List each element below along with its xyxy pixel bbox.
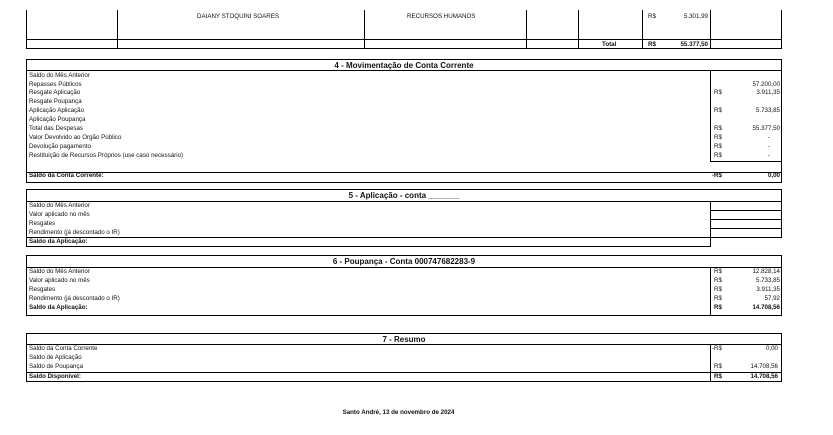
row-currency: R$ bbox=[714, 143, 722, 150]
row-value: 12.828,14 bbox=[752, 268, 780, 275]
row-value: 5.733,85 bbox=[755, 277, 780, 284]
place-date: Santo André, 13 de novembro de 2024 bbox=[342, 409, 455, 416]
row-value: - bbox=[767, 152, 770, 159]
row-value: - bbox=[767, 134, 770, 141]
row-value: 0,00 bbox=[765, 345, 778, 352]
row-currency: R$ bbox=[714, 277, 722, 284]
row-label: Repasses Públicos bbox=[29, 81, 82, 88]
row-currency: R$ bbox=[714, 363, 722, 370]
row-label: Total das Despesas bbox=[29, 125, 83, 132]
row-label: Saldo do Mês Anterior bbox=[29, 202, 90, 209]
row-label: Resgates bbox=[29, 286, 56, 293]
row-value: 3.911,35 bbox=[756, 286, 780, 293]
row-label: Saldo do Mês Anterior bbox=[29, 268, 90, 275]
row-label: Aplicação Poupança bbox=[29, 116, 86, 123]
employee-name: DAIANY STOQUINI SOARES bbox=[197, 13, 279, 20]
section-5-title: 5 - Aplicação - conta _______ bbox=[348, 191, 460, 200]
saldo-conta-label: Saldo da Conta Corrente: bbox=[29, 172, 104, 179]
row-label: Saldo de Aplicação bbox=[29, 354, 82, 361]
row-currency: R$ bbox=[714, 295, 722, 302]
row-label: Devolução pagamento bbox=[29, 143, 91, 150]
saldo-poupanca-value: 14.708,56 bbox=[752, 304, 780, 311]
saldo-disponivel-currency: R$ bbox=[714, 373, 722, 380]
row-value: 57.200,00 bbox=[752, 81, 780, 88]
row-label: Rendimento (já descontado o IR) bbox=[29, 229, 120, 236]
row-currency: R$ bbox=[714, 125, 722, 132]
saldo-disponivel-label: Saldo Disponível: bbox=[29, 373, 81, 380]
saldo-poupanca-currency: R$ bbox=[714, 304, 722, 311]
row-label: Restituição de Recursos Próprios (use caso necessário) bbox=[29, 152, 184, 159]
saldo-conta-value: 0,00 bbox=[767, 172, 780, 179]
row-value: 57,92 bbox=[764, 295, 780, 302]
saldo-poupanca-label: Saldo da Aplicação: bbox=[29, 304, 88, 311]
row-currency: R$ bbox=[648, 13, 656, 20]
row-label: Valor aplicado no mês bbox=[29, 211, 90, 218]
row-value: 5.733,85 bbox=[755, 107, 780, 114]
department: RECURSOS HUMANOS bbox=[407, 13, 476, 20]
row-label: Saldo de Poupança bbox=[29, 363, 84, 370]
saldo-aplicacao-label: Saldo da Aplicação: bbox=[29, 238, 88, 245]
row-label: Resgate Poupança bbox=[29, 98, 82, 105]
section-7-title: 7 - Resumo bbox=[382, 335, 426, 344]
row-currency: R$ bbox=[714, 152, 722, 159]
row-label: Resgates bbox=[29, 220, 56, 227]
total-label: Total bbox=[602, 41, 617, 48]
section-4-title: 4 - Movimentação de Conta Corrente bbox=[334, 61, 474, 70]
total-value: 55.377,50 bbox=[680, 41, 708, 48]
row-currency: R$ bbox=[714, 107, 722, 114]
saldo-conta-currency: -R$ bbox=[712, 172, 722, 179]
row-value: - bbox=[767, 143, 770, 150]
row-label: Saldo do Mês Anterior bbox=[29, 72, 90, 79]
row-currency: R$ bbox=[714, 268, 722, 275]
row-value: 5.301,99 bbox=[683, 13, 708, 20]
row-label: Resgate Aplicação bbox=[29, 89, 81, 96]
row-label: Saldo da Conta Corrente bbox=[29, 345, 98, 352]
row-label: Valor aplicado no mês bbox=[29, 277, 90, 284]
row-label: Valor Devolvido ao Orgão Público bbox=[29, 134, 122, 141]
total-currency: R$ bbox=[648, 41, 656, 48]
row-label: Aplicação Aplicação bbox=[29, 107, 85, 114]
row-currency: R$ bbox=[714, 89, 722, 96]
section-6-title: 6 - Poupança - Conta 000747682283-9 bbox=[332, 257, 476, 266]
row-currency: -R$ bbox=[712, 345, 722, 352]
row-label: Rendimento (já descontado o IR) bbox=[29, 295, 120, 302]
row-currency: R$ bbox=[714, 134, 722, 141]
row-value: 14.708,56 bbox=[750, 363, 778, 370]
saldo-disponivel-value: 14.708,56 bbox=[750, 373, 778, 380]
row-value: 55.377,50 bbox=[752, 125, 780, 132]
row-value: 3.911,35 bbox=[756, 89, 780, 96]
row-currency: R$ bbox=[714, 286, 722, 293]
